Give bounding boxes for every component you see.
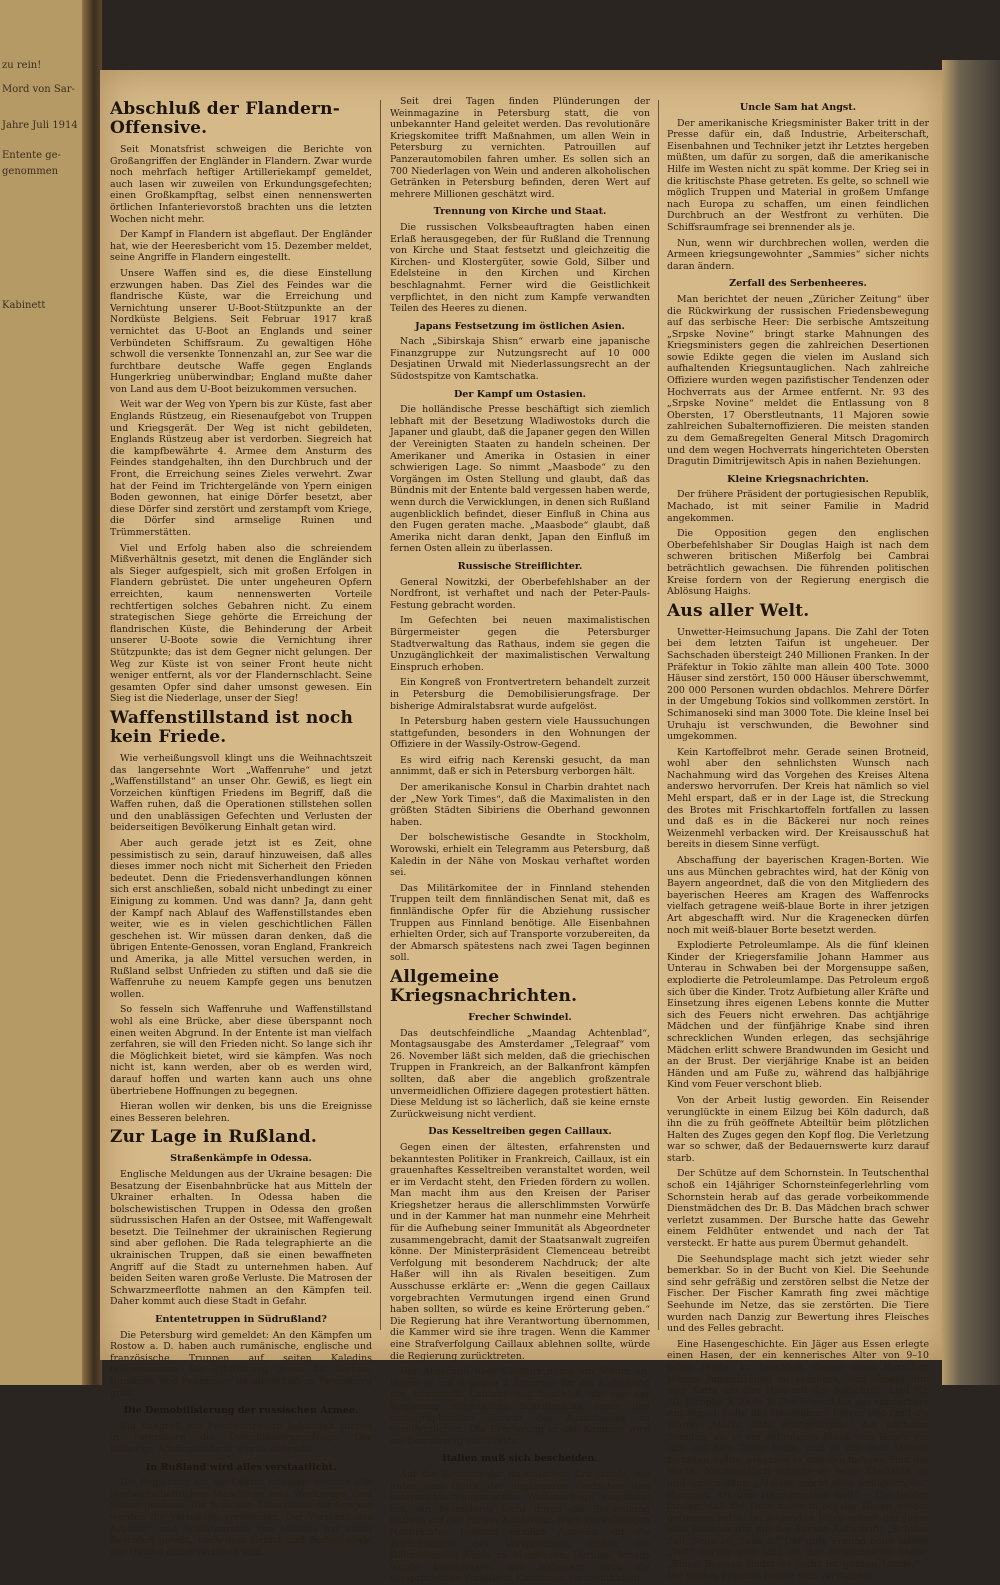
subheading: Ententetruppen in Südrußland? bbox=[155, 1314, 327, 1326]
column-rule bbox=[658, 100, 659, 1330]
paragraph: Ein Kongreß von Frontvertretern behandelt zurzeit in Petersburg die Demobilisierungsfrage. Der bisherige Admiralstabsrat wurde aufgelöst. bbox=[110, 1420, 372, 1455]
paragraph: Von der Arbeit lustig geworden. Ein Reisender verunglückte in einem Eilzug bei Köln dadurch, daß ihn die zu früh geöffnete Abteiltür beim plötzlichen Halten des Zuges gegen den Kopf flog. Die Verletzung war so schwer, daß der Bedauernswerte kurz darauf starb. bbox=[667, 1094, 929, 1164]
subheading: Italien muß sich bescheiden. bbox=[442, 1453, 598, 1465]
column-1 bbox=[110, 96, 372, 1558]
left-page-fragment bbox=[0, 0, 86, 1385]
paragraph: Die russischen Volksbeauftragten haben einen Erlaß herausgegeben, der für Rußland die Trennung von Kirche und Staat festsetzt und gleichzeitig die Kirchen- und Klostergüter, sowie Gold, Silber und Edelsteine in den Kirchen und Kirchen beschlagnahmt. Ferner wird die Geistlichkeit verpflichtet, in den nicht zum Kampfe verwandten Teilen des Heeres zu dienen. bbox=[390, 221, 650, 315]
paragraph: Der Ausschuß über Caillaux nahm ein Votum an, indem er mit 9 gegen 2 Stimmen für die Aufhebung der Immunität Caillaux und beschloß die von der Regierung mitgeteilten Schriftstücke sowie den stenographischen Bericht des Ausschusses zu veröffentlichen. Die Erörterung in der Kammer wird am Donnerstag stattfinden. bbox=[390, 1366, 650, 1447]
paragraph: Die Seehundsplage macht sich jetzt wieder sehr bemerkbar. So in der Bucht von Kiel. Die Seehunde sind sehr gefräßig und zerstören selbst die Netze der Fischer. Der Fischer Kamrath fing zwei mächtige Seehunde im Netze, das sie zerstörten. Die Tiere wurden nach Danzig zur Bewertung ihres Fleisches und des Felles gebracht. bbox=[667, 1253, 929, 1335]
paragraph: Der frühere Präsident der portugiesischen Republik, Machado, ist mit seiner Familie in Madrid angekommen. bbox=[667, 489, 929, 524]
subheading: Die Demobilisierung der russischen Armee. bbox=[123, 1405, 359, 1417]
newspaper-page bbox=[100, 70, 942, 1585]
paragraph: Seit drei Tagen finden Plünderungen der Weinmagazine in Petersburg statt, die von unbekannter Hand geleitet werden. Das revolutionäre Kriegskomitee trifft Maßnahmen, um allen Wein in Petersburg zu vernichten. Patrouillen auf Panzerautomobilen fahren umher. Es sollen sich an 700 Niederlagen von Wein und anderen alkoholischen Getränken in Petersburg befinden, deren Wert auf mehrere Millionen geschätzt wird. bbox=[390, 96, 650, 200]
paragraph: Unsere Waffen sind es, die diese Einstellung erzwungen haben. Das Ziel des Feindes war die flandrische Küste, war die Erreichung und Vernichtung unserer U-Boot-Stützpunkte an der Nordküste Belgiens. Seit Februar 1917 kraß vernichtet das U-Boot an Englands und seiner Verbündeten Schiffsraum. Zu gewaltigen Höhe schwoll die versenkte Tonnenzahl an, zur See war die furchtbare deutsche Waffe gegen Englands Hungerkrieg unüberwindbar; England mußte daher von Land aus dem U-Boot beizukommen versuchen. bbox=[110, 267, 372, 395]
paragraph: Der bolschewistische Gesandte in Stockholm, Worowski, erhielt ein Telegramm aus Petersburg, daß Kaledin in der Nähe von Moskau verhaftet worden sei. bbox=[390, 832, 650, 879]
paragraph: Viel und Erfolg haben also die schreiendem Mißverhältnis gesetzt, mit denen die Engländer sich als Sieger aufgespielt, sich mit großen Erfolgen in Flandern gebrüstet. Die unter ungeheuren Opfern erreichten, kaum nennenswerten Vorteile rechtfertigen solches Gebahren nicht. Zu einem strategischen Siege gehörte die Erreichung der flandrischen Küste, die Behinderung der Arbeit unserer U-Boote sowie die Vernichtung ihrer Stützpunkte; das ist dem Gegner nicht gelungen. Der Weg zur Küste ist von seiner Front heute nicht weniger entfernt, als vor der Flandernschlacht. Seine gesamten Opfer sind daher umsonst gewesen. Ein Sieg ist die Niederlage, unser der Sieg! bbox=[110, 542, 372, 705]
right-page-edge bbox=[942, 60, 1000, 1385]
subheading: Trennung von Kirche und Staat. bbox=[433, 206, 607, 218]
paragraph: Nach „Sibirskaja Shisn“ erwarb eine japanische Finanzgruppe zur Nutzungsrecht auf 10 000 Desjatinen Urwald mit Niederlassungsrecht an der Südostspitze von Kamtschatka. bbox=[390, 336, 650, 383]
subheading: Russische Streiflichter. bbox=[457, 560, 583, 572]
paragraph: Unwetter-Heimsuchung Japans. Die Zahl der Toten bei dem letzten Taifun ist ungeheuer. Der Sachschaden übersteigt 240 Millionen Franken. In der Präfektur in Tokio zählte man allein 400 Tote. 3000 Häuser sind zerstört, 150 000 Häuser überschwemmt, 200 000 Personen wurden obdachlos. Mehrere Dörfer in der Umgebung Tokios sind vollkommen zerstört. In Schimanoseki sind man 3000 Tote. Die kleine Insel bei Uruhaju ist verschwunden, die Bewohner sind umgekommen. bbox=[667, 626, 929, 743]
column-3 bbox=[667, 96, 929, 1582]
paragraph: Die holländische Presse beschäftigt sich ziemlich lebhaft mit der Besetzung Wladiwostoks durch die Japaner und glaubt, daß die Japaner gegen den Willen der Vereinigten Staaten zu handeln scheinen. Der Amerikaner und Amerika in Ostasien in einer schwierigen Lage. So nimmt „Maasbode“ zu den Vorgängen im Osten Stellung und glaubt, daß das Bündnis mit der Entente bald vergessen haben werde, wenn durch die Verwicklungen, in denen sich Rußland augenblicklich befindet, dieser Einfluß in China aus den Fugen geraten mache. „Maasbode“ glaubt, daß Amerika nicht daran denkt, Japan den Einfluß im fernen Osten allein zu überlassen. bbox=[390, 404, 650, 555]
paragraph: Das deutschfeindliche „Maandag Achtenblad“, Montagsausgabe des Amsterdamer „Telegraaf“ vom 26. November läßt sich melden, daß die griechischen Truppen in Frankreich, an der Balkanfront kämpfen sollten, daß aber die angeblich großzentrale unvermeidlichen Offiziere dagegen protestiert hätten. Diese Meldung ist so lächerlich, daß sie keine ernste Zurückweisung nicht verdient. bbox=[390, 1027, 650, 1120]
paragraph: Seit Monatsfrist schweigen die Berichte von Großangriffen der Engländer in Flandern. Zwar wurde noch mehrfach heftiger Artilleriekampf gemeldet, auch lasen wir zuweilen von Erkundungsgefechten; einen Großkampftag, selbst einen nennenswerten örtlichen Infanterievorstoß brachten uns die letzten Wochen nicht mehr. bbox=[110, 144, 372, 225]
column-rule bbox=[380, 100, 381, 1330]
headline-aus-aller-welt: Aus aller Welt. bbox=[667, 600, 810, 621]
left-fragment-text: zu rein! bbox=[2, 60, 42, 71]
left-fragment-text: genommen bbox=[2, 166, 59, 177]
paragraph: Abschaffung der bayerischen Kragen-Borten. Wie uns aus München gebrachtes wird, hat der König von Bayern angeordnet, daß die von den Mitgliedern des bayerischen Heeres am Kragen des Waffenrocks vielfach getragene weiß-blaue Borte in ihrer jetzigen Art abgeschafft wird. Nur die Kragenecken dürfen noch mit weiß-blauer Borte besetzt werden. bbox=[667, 855, 929, 936]
paragraph: Man berichtet der neuen „Züricher Zeitung“ über die Rückwirkung der russischen Friedensbewegung auf das serbische Heer: Die serbische Amtszeitung „Srpske Novine“ bringt starke Mahnungen des Kriegsministers gegen die zahlreichen Desertionen sowie Edikte gegen die vielen im Ausland sich aufhaltenden Kriegsuntauglichen. Nach zahlreiche Offiziere wurden wegen pazifistischer Tendenzen oder Hochverrats aus der Armee entfernt. Nr. 93 des „Srpske Novine“ meldet die Entlassung von 8 Obersten, 17 Oberstleutnants, 11 Majoren sowie zahlreichen Subalternoffizieren. Die meisten standen zu dem Gemaßregelten General Mitsch Dragomirch und dem wegen Hochverrats hingerichteten Obersten Dragutin Dimitrijewitsch Apis in nahen Beziehungen. bbox=[667, 293, 929, 468]
headline-flandern: Abschluß der Flandern-Offensive. bbox=[110, 99, 340, 138]
book-gutter bbox=[82, 0, 102, 1385]
left-fragment-text: Jahre Juli 1914 bbox=[2, 120, 78, 131]
subheading: Kleine Kriegsnachrichten. bbox=[727, 473, 869, 485]
headline-russland: Zur Lage in Rußland. bbox=[110, 1127, 318, 1148]
paragraph: Weit war der Weg von Ypern bis zur Küste, fast aber Englands Rüstzeug, ein Riesenaufgebot von Truppen und Kriegsgerät. Der Weg ist nicht gebildeten, Englands Rüstzeug aber ist verdorben. Siegreich hat die kampfbewährte 4. Armee dem Ansturm des Feindes standgehalten, ihn den Durchbruch und der Front, die Erreichung seines Zieles verwehrt. Zwar hat der Feind im Trichtergelände von Ypern einigen Boden gewonnen, hat einige Dörfer besetzt, aber diese Dörfer sind zerstört und zerstampft vom Kriege, die Dörfer sind armselige Ruinen und Trümmerstätten. bbox=[110, 399, 372, 538]
subheading: In Rußland wird alles verstaatlicht. bbox=[145, 1461, 337, 1473]
paragraph: Die Regierung hat ein Dekret erlassen, wonach alle landwirtschaftlichen Maschinen und Werkzeuge dem Staate gehören. Die örtlichen Ausschüsse der Sowjets werden die Verteilung vornehmen. Der Vorstand des Arbeiter- und Soldatenrates von Moskau hat einen Beschluß gefaßt, nach dem Grund und Boden sowie der Handel damit verboten sind. bbox=[110, 1477, 372, 1558]
paragraph: Kein Kartoffelbrot mehr. Gerade seinen Brotneid, wohl aber den sehnlichsten Wunsch nach Nachahmung wird das Vorgehen des Kreises Altena anderswo hervorrufen. Der Kreis hat nämlich so viel Mehl erspart, daß er in der Lage ist, die Streckung des Brotes mit Frischkartoffeln fortfallen zu lassen und daß es in die Bäckerei nur noch reines Weizenmehl verbacken wird. Der Kreisausschuß hat bereits in diesem Sinne verfügt. bbox=[667, 746, 929, 851]
paragraph: Die Opposition gegen den englischen Oberbefehlshaber Sir Douglas Haigh ist nach dem schweren britischen Mißerfolg bei Cambrai beträchtlich gewachsen. Die führenden politischen Kreise fordern von der Regierung energisch die Ablösung Haighs. bbox=[667, 528, 929, 598]
paragraph: Eine Hasengeschichte. Ein Jäger aus Essen erlegte einen Hasen, der ein kennerisches Alter von 9–10 Jahre zeigte. Er beschloß, diesen alten Burschen seinem Jugendfreund zu verehren, und hängte ihm eine Karte um den Hals mit der Aufschrift: Lied Nr. 60, Strophe 3, Zeile 2. Der Freund las das sonderbare Anhängsel, holte das Gesangbuch hervor und fand die Worte: „Möcht alles wohlgelingen!“ Am nächsten Sonntag, als er ein gebratenes Stück vom Hasen vor sich auf dem Teller hatte, und es mit dem Messer zerteilen wollte, erkannte er erst den tieferen Sinn der Worte. Nachdenklich schaute er seine Ehehälfte an und sprach dann: „Mutter, möcht alles wohlgelingen.“ Hammer, Art und Handgranaten bei!“ – Die beiden fanden, daß die Tiere zuvor in bei der Hasen wieder gefressen hatte. Im folgenden Jahre erhielt der Jäger eine Dankeskarte mit der kurzen Aufschrift: „Schiller Zell, Seite 16, Zeile 5.“ Der gute Freund holte seinen „Tell“ hervor und fand an der bezeichneten Stelle: „Einen Bessern findst du nicht im ganzen Lande.“ – Die beiden Freunde hatten sich verstanden. bbox=[667, 1338, 929, 1582]
paragraph: Der Kampf in Flandern ist abgeflaut. Der Engländer hat, wie der Heeresbericht vom 15. Dezember meldet, seine Angriffe in Flandern eingestellt. bbox=[110, 229, 372, 264]
paragraph: Englische Meldungen aus der Ukraine besagen: Die Besatzung der Eisenbahnbrücke hat aus Mitteln der Ukrainer erhalten. In Odessa haben die bolschewistischen Truppen in Odessa den großen südrussischen Hafen an der Ostsee, mit Waffengewalt besetzt. Die Teilnehmer der ukrainischen Regierung sind aber geflohen. Die Rada telegraphierte an die ukrainischen Truppen, daß sie einen bewaffneten Angriff auf die Stadt zu unternehmen haben. Auf beiden Seiten waren große Verluste. Die Matrosen der Schwarzmeerflotte nahmen an den Kämpfen teil. Daher kommt auch diese Stadt in Gefahr. bbox=[110, 1168, 372, 1308]
headline-kriegsnachrichten: Allgemeine Kriegsnachrichten. bbox=[390, 966, 578, 1006]
paragraph: Es wird eifrig nach Kerenski gesucht, da man annimmt, daß er sich in Petersburg verborgen hält. bbox=[390, 754, 650, 778]
paragraph: Der amerikanische Konsul in Charbin drahtet nach der „New York Times“, daß die Maximalisten in den größten Städten Sibiriens die Oberhand gewonnen haben. bbox=[390, 782, 650, 828]
subheading: Japans Festsetzung im östlichen Asien. bbox=[415, 320, 625, 332]
paragraph: Explodierte Petroleumlampe. Als die fünf kleinen Kinder der Kriegersfamilie Johann Hammer aus Unterau in Schwaben bei der Morgensuppe saßen, explodierte die Petroleumlampe. Das Petroleum ergoß sich über die Kinder. Trotz Aufbietung aller Kräfte und Einsetzung ihres eigenen Lebens konnte die Mutter sich des Feuers nicht erwehren. Das achtjährige Mädchen und der fünfjährige Knabe sind ihren schrecklichen Wunden erlegen, das sechsjährige Mädchen erlitt schwere Brandwunden im Gesicht und an der Brust. Der vierjährige Knabe ist an beiden Händen und am Fuße zu, während das halbjährige Kind vom Feuer verschont blieb. bbox=[667, 940, 929, 1091]
paragraph: General Nowitzki, der Oberbefehlshaber an der Nordfront, ist verhaftet und nach der Peter-Pauls-Festung gebracht worden. bbox=[390, 576, 650, 611]
paragraph: Hieran wollen wir denken, bis uns die Ereignisse eines Besseren belehren. bbox=[110, 1101, 372, 1124]
subheading: Zerfall des Serbenheeres. bbox=[729, 278, 867, 290]
subheading: Der Kampf um Ostasien. bbox=[453, 388, 587, 400]
paragraph: Das Militärkomitee der in Finnland stehenden Truppen teilt dem finnländischen Senat mit, daß es finnländische Opfer für die Abziehung russischer Truppen aus Finnland benötige. Alle Eisenbahnen erhielten Order, sich auf Transporte vorzubereiten, da der Abmarsch spätestens nach zwei Tagen beginnen soll. bbox=[390, 882, 650, 964]
paragraph: Der Schütze auf dem Schornstein. In Teutschenthal schoß ein 14jähriger Schornsteinfegerlehrling vom Schornstein herab auf das gerade vorbeikommende Dienstmädchen des Dr. B. Das Mädchen brach schwer verletzt zusammen. Der Bursche hatte das Gewehr einem Feldhüter entwendet und nach der Tat versteckt. Er hatte aus purem Übermut gehandelt. bbox=[667, 1168, 929, 1250]
paragraph: Wie verheißungsvoll klingt uns die Weihnachtszeit das langersehnte Wort „Waffenruhe“ und jetzt „Waffenstillstand“ an unser Ohr. Gewiß, es liegt ein Vorzeichen künftigen Friedens im Begriff, daß die Waffen ruhen, daß die Operationen stillstehen sollen und den unablässigen Gefechten und Verlusten der beiderseitigen Bevölkerung Einhalt getan wird. bbox=[110, 752, 372, 834]
paragraph: In Petersburg haben gestern viele Haussuchungen stattgefunden, besonders in den Wohnungen der Offiziere in der Wassily-Ostrow-Gegend. bbox=[390, 716, 650, 751]
subheading: Das Kesseltreiben gegen Caillaux. bbox=[428, 1126, 612, 1138]
paragraph: So fesseln sich Waffenruhe und Waffenstillstand wohl als eine Brücke, aber diese überspannt noch einen weiten Abgrund. In der Entente ist man vielfach zerfahren, sie will den Frieden nicht. So lange sich ihr die Möglichkeit bietet, wird sie kämpfen. Was noch nicht ist, kann werden, aber ob es werden wird, darauf hoffen und warten kann auch uns ohne übertriebene Hoffnungen zu begegnen. bbox=[110, 1004, 372, 1097]
left-fragment-text: Mord von Sar- bbox=[2, 84, 75, 95]
headline-waffenstillstand: Waffenstillstand ist noch kein Friede. bbox=[110, 707, 354, 747]
paragraph: Im Gefechten bei neuen maximalistischen Bürgermeister gegen die Petersburger Stadtverwaltung das Rathaus, indem sie gegen die Unzugänglichkeit der maximalistischen Verwaltung Einspruch erhoben. bbox=[390, 615, 650, 673]
column-2 bbox=[390, 96, 650, 1585]
subheading: Uncle Sam hat Angst. bbox=[739, 102, 857, 113]
left-fragment-text: Entente ge- bbox=[2, 150, 61, 161]
paragraph: Der amerikanische Kriegsminister Baker tritt in der Presse dafür ein, daß Industrie, Arbeiterschaft, Eisenbahnen und Techniker jetzt ihr Letztes hergeben müßten, um dafür zu sorgen, daß die amerikanische Hilfe im Westen nicht zu spät komme. Der Krieg sei in die kritischste Phase getreten. Es gelte, so schnell wie möglich Truppen und Material in großem Umfange nach Europa zu schaffen, um einen feindlichen Durchbruch an der Westfront zu verhüten. Die Schiffsraumfrage sei brennender als je. bbox=[667, 117, 929, 233]
subheading: Straßenkämpfe in Odessa. bbox=[170, 1153, 312, 1165]
paragraph: Aber auch gerade jetzt ist es Zeit, ohne pessimistisch zu sein, darauf hinzuweisen, daß alles dieses immer noch nicht mit Sicherheit den Frieden bedeutet. Denn die Friedensverhandlungen können sich erst anschließen, sobald nicht unbedingt zu einer Einigung zu kommen. Und was dann? Ja, dann geht der Kampf nach Ablauf des Waffenstillstandes eben weiter, wie es in vielen geschichtlichen Fällen geschehen ist. Wir müssen daran denken, daß die übrigen Entente-Genossen, voran England, Frankreich und Amerika, ja alle Mittel versuchen werden, in Rußland selbst Unfrieden zu stiften und daß sie die Waffenruhe zu neuem Kampfe gegen uns benutzen wollen. bbox=[110, 838, 372, 1000]
left-fragment-text: Kabinett bbox=[2, 300, 46, 311]
paragraph: Ein Kongreß von Frontvertretern behandelt zurzeit in Petersburg die Demobilisierungsfrage. Der bisherige Admiralstabsrat wurde aufgelöst. bbox=[390, 677, 650, 712]
paragraph: Gegen einen der ältesten, erfahrensten und bekanntesten Politiker in Frankreich, Caillaux, ist ein grauenhaftes Kesseltreiben veranstaltet worden, weil er im Verdacht steht, den Frieden fördern zu wollen. Man macht ihm aus den Kreisen der Pariser Kriegshetzer heraus die allerschlimmsten Vorwürfe und in der Kammer hat man nunmehr eine Mehrheit für die Aufhebung seiner Immunität als Abgeordneter zusammengebracht, damit der Staatsanwalt zugreifen könne. Der Ministerpräsident Clemenceau betreibt Verfolgung mit besonderem Nachdruck; der alte Haßer will ihn als Rivalen beseitigen. Zum Ausschusse erklärte er: „Wenn die gegen Caillaux vorgebrachten Vermutungen irgend einen Grund haben sollten, so würde es keine Erörterung geben.“ Die Regierung hat ihre Verantwortung übernommen, die Kammer wird sie ihre tragen. Wenn die Kammer eine Strafverfolgung Caillaux ablehnen sollte, würde die Regierung zurücktreten. bbox=[390, 1141, 650, 1362]
subheading: Frecher Schwindel. bbox=[468, 1011, 572, 1023]
paragraph: Auf die Revision der italienischen Kriegsziele, die unter dem Druck der ungeheuren deutschen und österreichisch-ungarischen Waffenerfolge eingesetzt hat, ein besonderes Licht durch die Behandlung Italiens auf der Pariser Konferenz. Nach zuverlässigen Nachrichten bestand nämlich Amerika auf die Zurücknahme des Versprechens, Italien die Dalmatinische Küste zu überlassen. Darüber hinaus wurde beschlossen, den Italienern auch die versprochenen Vorteile in Kleinasien vorzuenthalten. bbox=[390, 1468, 650, 1585]
paragraph: Die Petersburg wird gemeldet: An den Kämpfen um Rostow a. D. haben auch rumänische, englische und französische Truppen auf seiten Kaledins teilgenommen. Die Erbitterung gegen die Serben, Rumänen und Franzosen ist dieserhalb in Petersburg groß. bbox=[110, 1329, 372, 1399]
paragraph: Nun, wenn wir durchbrechen wollen, werden die Armeen kriegsungewohnter „Sammies“ sicher nichts daran ändern. bbox=[667, 237, 929, 272]
